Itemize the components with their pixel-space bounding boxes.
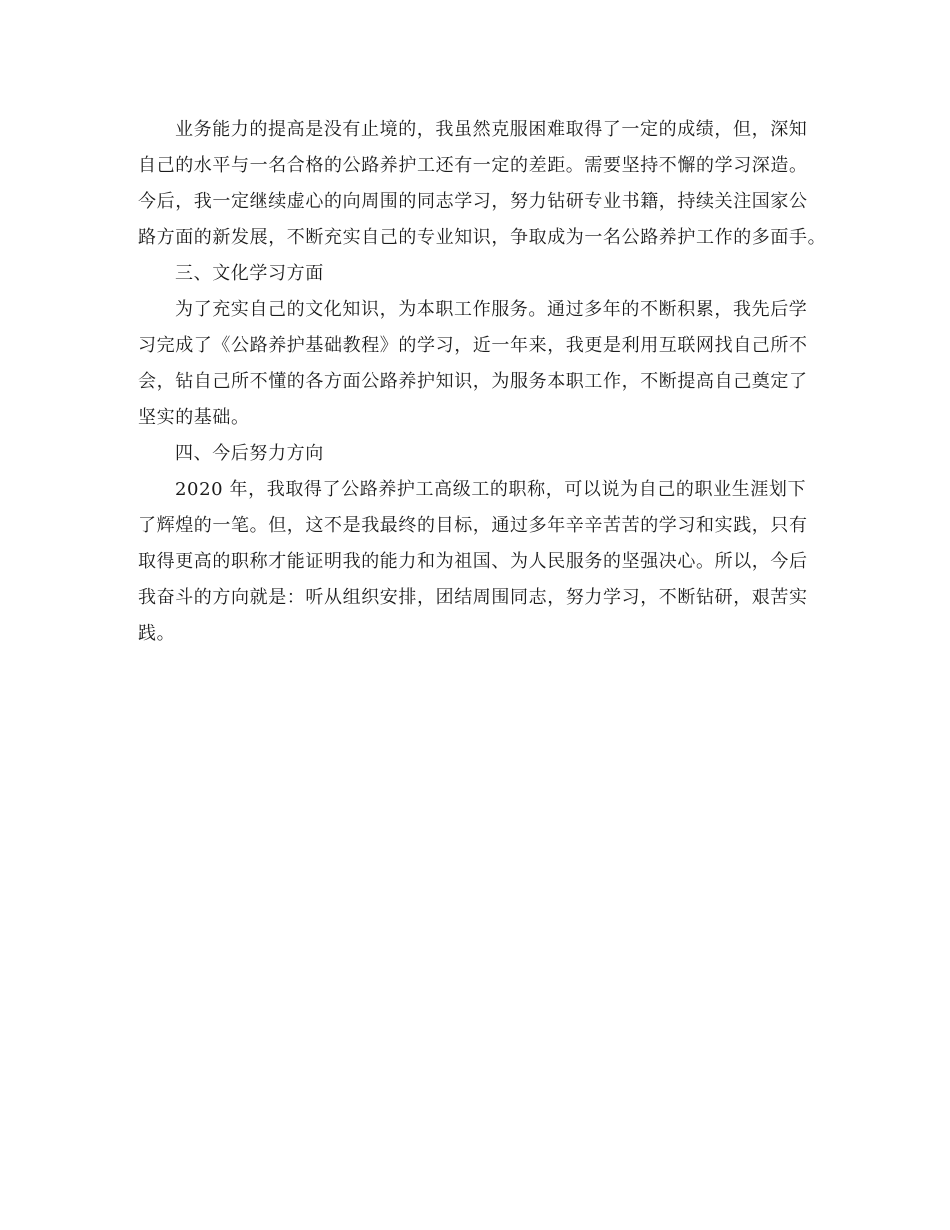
- paragraph-2-line-4: 坚实的基础。: [138, 407, 250, 428]
- paragraph-3-line-1: 2020 年，我取得了公路养护工高级工的职称，可以说为自己的职业生涯划下: [175, 479, 807, 500]
- paragraph-3-line-2: 了辉煌的一笔。但，这不是我最终的目标，通过多年辛辛苦苦的学习和实践，只有: [138, 515, 808, 536]
- section-heading-future-direction: 四、今后努力方向: [175, 443, 324, 464]
- paragraph-2-line-1: 为了充实自己的文化知识，为本职工作服务。通过多年的不断积累，我先后学: [175, 299, 808, 320]
- paragraph-1-line-2: 自己的水平与一名合格的公路养护工还有一定的差距。需要坚持不懈的学习深造。: [138, 155, 808, 176]
- paragraph-2-line-2: 习完成了《公路养护基础教程》的学习，近一年来，我更是利用互联网找自己所不: [138, 335, 808, 356]
- paragraph-1-line-1: 业务能力的提高是没有止境的，我虽然克服困难取得了一定的成绩，但，深知: [175, 119, 808, 140]
- paragraph-3-line-3: 取得更高的职称才能证明我的能力和为祖国、为人民服务的坚强决心。所以，今后: [138, 551, 808, 572]
- section-heading-culture-study: 三、文化学习方面: [175, 263, 324, 284]
- paragraph-1-line-4: 路方面的新发展，不断充实自己的专业知识，争取成为一名公路养护工作的多面手。: [138, 227, 827, 248]
- paragraph-2-line-3: 会，钻自己所不懂的各方面公路养护知识，为服务本职工作，不断提高自己奠定了: [138, 371, 808, 392]
- paragraph-1-line-3: 今后，我一定继续虚心的向周围的同志学习，努力钻研专业书籍，持续关注国家公: [138, 191, 808, 212]
- paragraph-3-line-5: 践。: [138, 623, 176, 644]
- paragraph-3-line-4: 我奋斗的方向就是：听从组织安排，团结周围同志，努力学习，不断钻研，艰苦实: [138, 587, 808, 608]
